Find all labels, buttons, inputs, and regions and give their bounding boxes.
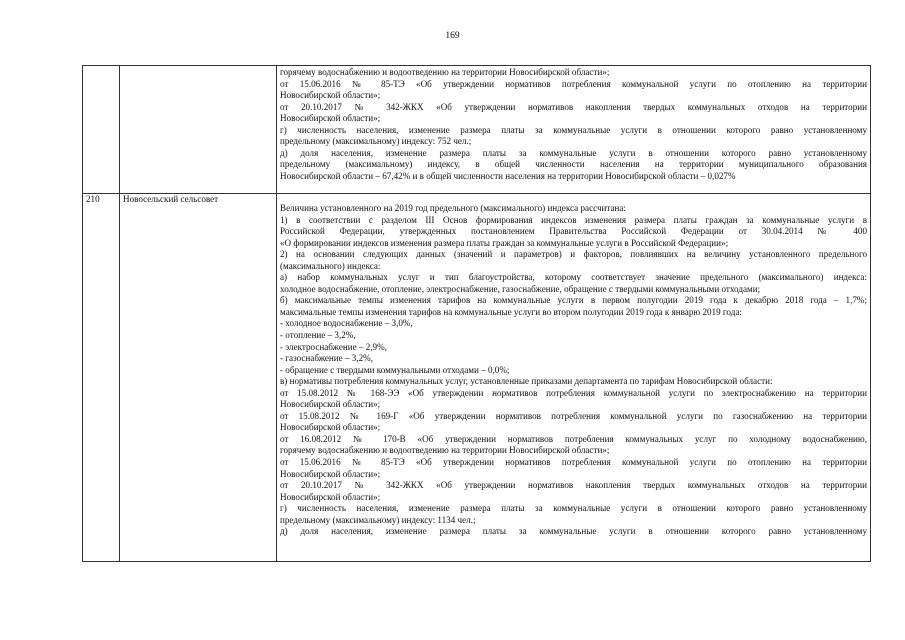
text-line: горячему водоснабжению и водоотведению на территории Новосибирской области»; [280, 445, 610, 456]
text-line: Российской Федерации, утвержденных постановлением Правительства Российской Федерации от 30.04.2014 № 400 [280, 226, 867, 237]
text-line: - электроснабжение – 2,9%, [280, 341, 387, 352]
description-cell [277, 194, 871, 562]
text-line: предельному (максимальному) индексу: 1134 чел.; [280, 514, 476, 525]
text-line: предельному (максимальному) индексу, в общей численности населения на территории муниципального образования [280, 159, 867, 170]
text-line: «О формировании индексов изменения размера платы граждан за коммунальные услуги в Российской Федерации»; [280, 237, 729, 248]
text-line: - обращение с твердыми коммунальными отходами – 0,0%; [280, 364, 510, 375]
text-line: от 15.08.2012 № 169-Г «Об утверждении нормативов потребления коммунальной услуги по газоснабжению на территории [280, 410, 867, 421]
text-line: от 20.10.2017 № 342-ЖКХ «Об утверждении нормативов накопления твердых коммунальных отходов на территории [280, 101, 867, 112]
text-line: горячему водоснабжению и водоотведению на территории Новосибирской области»; [280, 67, 610, 77]
text-line: 1) в соответствии с разделом III Основ формирования индексов изменения размера платы граждан за коммунальные услуги в [280, 214, 867, 225]
text-line: г) численность населения, изменение размера платы за коммунальные услуги в отношении которого равно установленному [280, 503, 867, 514]
text-line: Новосибирской области»; [280, 399, 381, 410]
text-line: от 20.10.2017 № 342-ЖКХ «Об утверждении нормативов накопления твердых коммунальных отходов на территории [280, 480, 867, 491]
text-line: от 15.06.2016 № 85-ТЭ «Об утверждении нормативов потребления коммунальной услуги по отоплению на территории [280, 78, 867, 89]
text-line: предельному (максимальному) индексу: 752 чел.; [280, 136, 472, 147]
text-line: (максимального) индекса: [280, 260, 381, 271]
text-line: Новосибирской области»; [280, 113, 381, 124]
description-cell [277, 66, 871, 194]
text-line: от 16.08.2012 № 170-В «Об утверждении нормативов потребления коммунальных услуг по холодному водоснабжению, [280, 433, 867, 444]
text-line: холодное водоснабжение, отопление, электроснабжение, газоснабжение, обращение с твердыми коммунальными отходами; [280, 283, 761, 294]
text-line: д) доля населения, изменение размера платы за коммунальные услуги в отношении которого равно установленному [280, 147, 867, 158]
page-number: 169 [445, 31, 460, 41]
text-line: - газоснабжение – 3,2%, [280, 353, 373, 364]
text-line: от 15.08.2012 № 168-ЭЭ «Об утверждении нормативов потребления коммунальной услуги по электроснабжению на территории [280, 387, 867, 398]
municipality-name-cell: Новосельский сельсовет [120, 194, 277, 562]
text-line: максимальные темпы изменения тарифов на коммунальные услуги во втором полугодии 2019 года к январю 2019 года: [280, 306, 742, 317]
text-line: Новосибирской области – 67,42% и в общей численности населения на территории Новосибирской области – 0,027% [280, 170, 736, 181]
municipality-name-cell [120, 66, 277, 194]
table-row [83, 66, 871, 194]
row-number-cell: 210 [83, 194, 120, 562]
document-table [82, 65, 871, 562]
text-line: - отопление – 3,2%, [280, 330, 356, 341]
table-row [83, 194, 871, 562]
text-line: Величина установленного на 2019 год предельного (максимального) индекса рассчитана: [280, 203, 626, 213]
text-line: в) нормативы потребления коммунальных услуг, установленные приказами департамента по тарифам Новосибирской области: [280, 376, 773, 387]
text-line: Новосибирской области»; [280, 468, 381, 479]
text-line: - холодное водоснабжение – 3,0%, [280, 318, 413, 329]
text-line: Новосибирской области»; [280, 90, 381, 101]
text-line: 2) на основании следующих данных (значений и параметров) и факторов, повлиявших на величину установленного предельного [280, 249, 867, 260]
row-number-cell [83, 66, 120, 194]
text-line: г) численность населения, изменение размера платы за коммунальные услуги в отношении которого равно установленному [280, 124, 867, 135]
text-line: от 15.06.2016 № 85-ТЭ «Об утверждении нормативов потребления коммунальной услуги по отоплению на территории [280, 457, 867, 468]
text-line: д) доля населения, изменение размера платы за коммунальные услуги в отношении которого равно установленному [280, 526, 867, 537]
text-line: Новосибирской области»; [280, 491, 381, 502]
text-line: а) набор коммунальных услуг и тип благоустройства, которому соответствует значение предельного (максимального) индекса: [280, 272, 867, 283]
text-line: б) максимальные темпы изменения тарифов на коммунальные услуги в первом полугодии 2019 года к декабрю 2018 года – 1,7%; [280, 295, 867, 306]
text-line: Новосибирской области»; [280, 422, 381, 433]
